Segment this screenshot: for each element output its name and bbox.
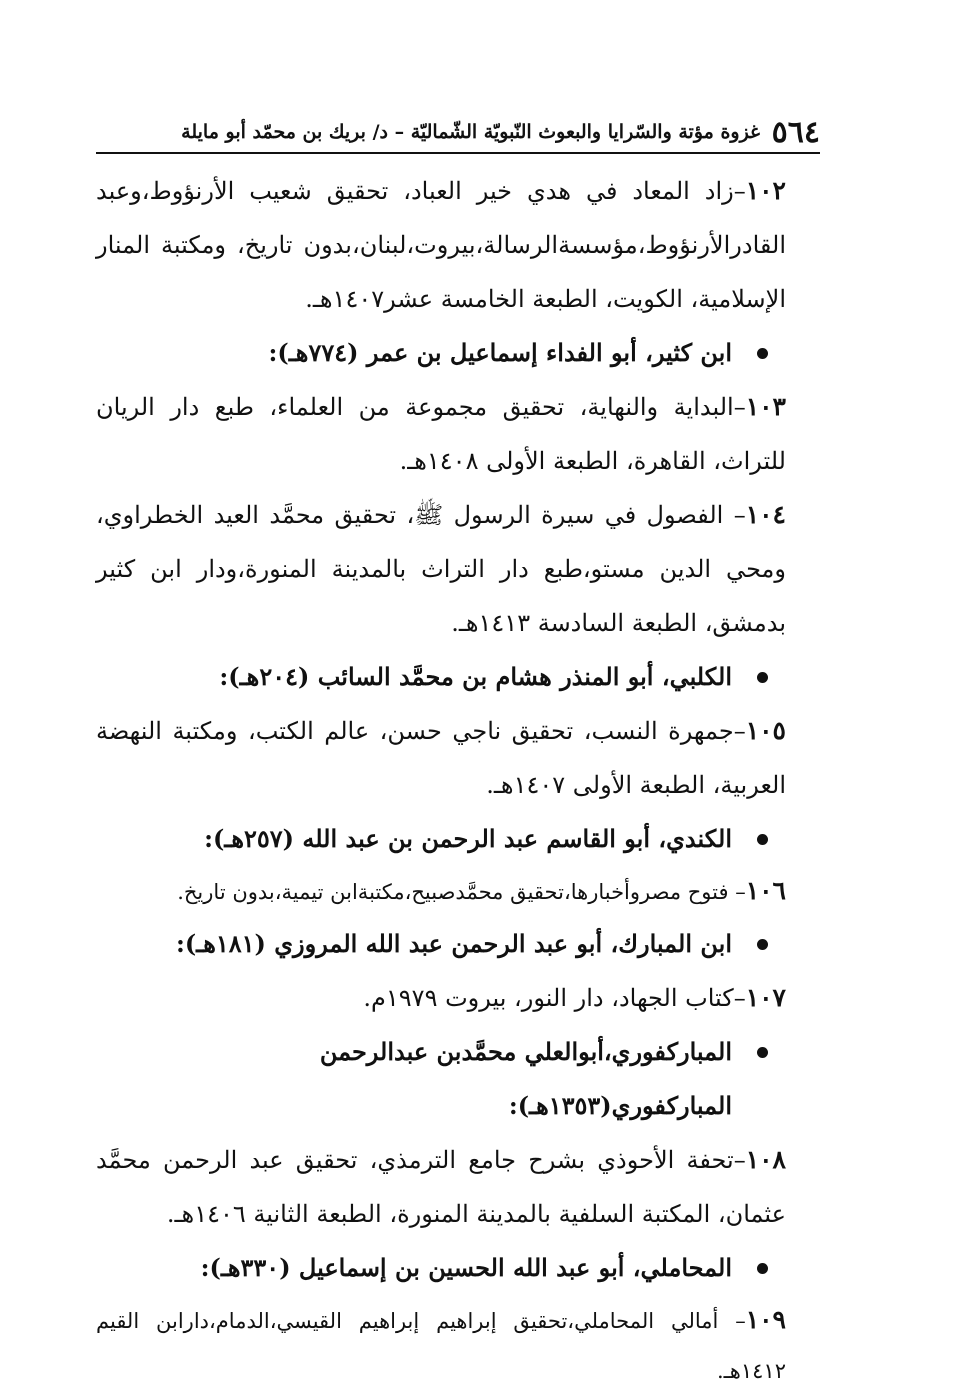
running-title: غزوة مؤتة والسّرايا والبعوث النّبويّة الشّماليّة – د/ بريك بن محمّد أبو مايلة [181,121,760,143]
reference-text: –كتاب الجهاد، دار النور، بيروت ١٩٧٩م. [363,984,746,1012]
author-heading [96,1025,786,1133]
author-name: ابن المبارك، أبو عبد الرحمن عبد الله المروزي (١٨١هـ): [175,929,732,958]
bibliography-list [96,164,786,1396]
reference-number: ١٠٧ [745,983,786,1012]
reference-entry [96,488,786,650]
bullet-icon [757,348,768,359]
reference-entry [96,1133,786,1241]
bullet-icon [757,1263,768,1274]
author-heading [96,1241,786,1295]
author-name: المحاملي، أبو عبد الله الحسين بن إسماعيل (٣٣٠هـ): [200,1253,732,1282]
reference-number: ١٠٦ [745,876,786,905]
reference-entry [96,1295,786,1396]
reference-entry [96,380,786,488]
reference-number: ١٠٩ [745,1305,786,1334]
reference-entry [96,164,786,326]
reference-number: ١٠٢ [745,176,786,205]
author-heading [96,326,786,380]
author-name: ابن كثير، أبو الفداء إسماعيل بن عمر (٧٧٤هـ): [268,338,732,367]
author-name: الكلبي، أبو المنذر هشام بن محمَّد السائب (٢٠٤هـ): [219,662,732,691]
reference-number: ١٠٥ [745,716,786,745]
reference-text: – الفصول في سيرة الرسول ﷺ، تحقيق محمَّد العيد الخطراوي، ومحي الدين مستو،طبع دار التراث بالمدينة المنورة،ودار ابن كثير بدمشق، الطبعة السادسة ١٤١٣هـ. [96,501,786,637]
reference-entry [96,971,786,1025]
reference-text: – أمالي المحاملي،تحقيق إبراهيم إبراهيم القيسي،الدمام،دارابن القيم ١٤١٢هـ. [96,1309,786,1383]
reference-text: –البداية والنهاية، تحقيق مجموعة من العلماء، طبع دار الريان للتراث، القاهرة، الطبعة الأولى ١٤٠٨هـ. [96,393,786,475]
reference-text: – فتوح مصروأخبارها،تحقيق محمَّدصبيح،مكتبةابن تيمية،بدون تاريخ. [177,880,746,904]
reference-text: –تحفة الأحوذي بشرح جامع الترمذي، تحقيق عبد الرحمن محمَّد عثمان، المكتبة السلفية بالمدينة المنورة، الطبعة الثانية ١٤٠٦هـ. [96,1146,786,1228]
author-heading [96,812,786,866]
bullet-icon [757,834,768,845]
reference-text: –زاد المعاد في هدي خير العباد، تحقيق شعيب الأرنؤوط،وعبد القادرالأرنؤوط،مؤسسةالرسالة،بيروت،لبنان،بدون تاريخ، ومكتبة المنار الإسلامية، الكويت، الطبعة الخامسة عشر١٤٠٧هـ. [96,177,786,313]
reference-number: ١٠٤ [745,500,786,529]
author-heading [96,650,786,704]
reference-entry [96,704,786,812]
author-name: المباركفوري،أبوالعلي محمَّدبن عبدالرحمن المباركفوري(١٣٥٣هـ): [319,1037,732,1120]
reference-number: ١٠٣ [745,392,786,421]
reference-number: ١٠٨ [745,1145,786,1174]
page-header [96,108,820,154]
reference-text: –جمهرة النسب، تحقيق ناجي حسن، عالم الكتب، ومكتبة النهضة العربية، الطبعة الأولى ١٤٠٧هـ. [96,717,786,799]
reference-entry [96,866,786,917]
author-name: الكندي، أبو القاسم عبد الرحمن بن عبد الله (٢٥٧هـ): [204,824,732,853]
bullet-icon [757,672,768,683]
page-number: ٥٦٤ [771,115,820,150]
bullet-icon [757,939,768,950]
author-heading [96,917,786,971]
bullet-icon [757,1047,768,1058]
